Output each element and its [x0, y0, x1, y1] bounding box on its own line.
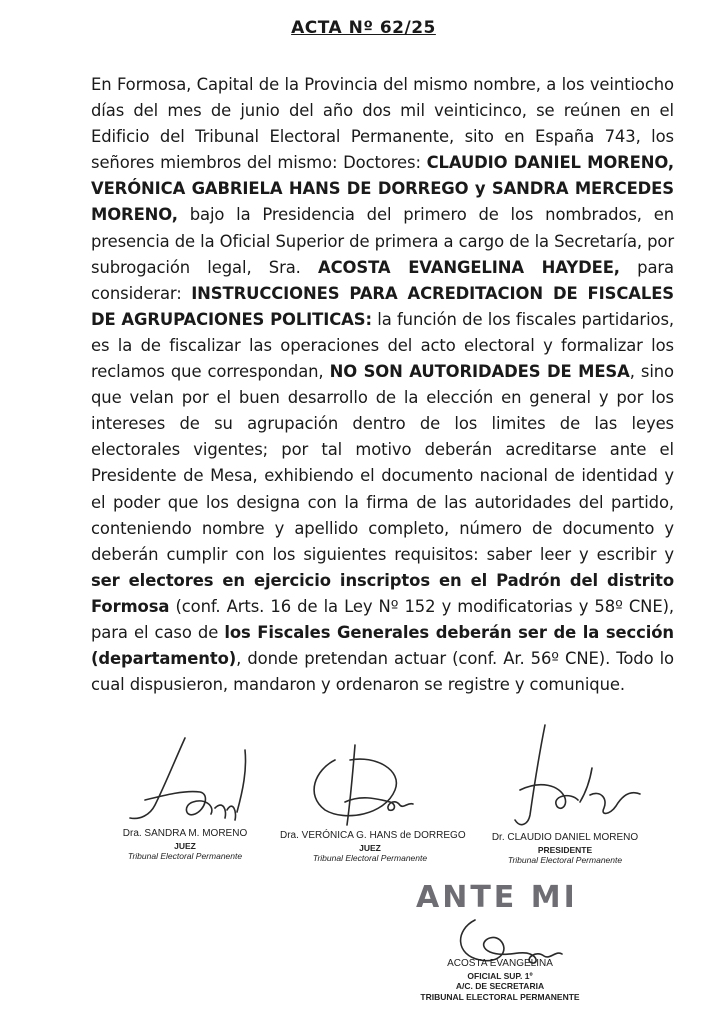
body-text-segment: para considerar:	[91, 257, 674, 303]
stamp-secretary-role2: A/C. DE SECRETARIA	[455, 981, 545, 992]
stamp-left-role: JUEZ	[174, 840, 196, 851]
stamp-right	[480, 832, 650, 866]
stamp-center-org: Tribunal Electoral Permanente	[312, 853, 428, 864]
stamp-left-name: Dra. SANDRA M. MORENO	[122, 828, 248, 839]
stamp-right-name: Dr. CLAUDIO DANIEL MORENO	[491, 832, 639, 843]
stamp-center-name: Dra. VERÓNICA G. HANS de DORREGO	[280, 830, 466, 841]
body-text-segment: (conf. Arts. 16 de la Ley Nº 152 y modificatorias y 58º CNE), para el caso de	[91, 596, 674, 642]
stamp-secretary-role1: OFICIAL SUP. 1º	[467, 970, 533, 981]
document-body	[91, 72, 674, 698]
body-text-segment: bajo la Presidencia del primero de los nombrados, en presencia de la Oficial Superior de primera a cargo de la Secretaría, por subrogación legal, Sra.	[91, 205, 674, 277]
signature-center	[295, 740, 435, 840]
stamp-center	[280, 830, 466, 864]
body-bold-segment: INSTRUCCIONES PARA ACREDITACION DE FISCALES DE AGRUPACIONES POLITICAS:	[91, 283, 675, 329]
stamp-secretary-org: TRIBUNAL ELECTORAL PERMANENTE	[420, 991, 580, 1002]
stamp-secretary	[410, 958, 590, 1002]
body-bold-segment: NO SON AUTORIDADES DE MESA	[329, 362, 630, 382]
stamp-secretary-name: ACOSTA EVANGELINA	[447, 958, 553, 969]
body-text-segment: la función de los fiscales partidarios, es la de fiscalizar las operaciones del acto electoral y formalizar los reclamos que correspondan,	[91, 309, 675, 382]
body-bold-segment: CLAUDIO DANIEL MORENO, VERÓNICA GABRIELA HANS DE DORREGO y SANDRA MERCEDES MORENO,	[91, 153, 674, 225]
body-text-segment: , sino que velan por el buen desarrollo de la elección en general y por los intereses de su agrupación dentro de los limites de las leyes electorales vigentes; por tal motivo deberán acreditarse ante el Presidente de Mesa, exhibiendo el documento nacional de identidad y el poder que los designa con la firma de las autoridades del partido, conteniendo nombre y apellido completo, número de documento y deberán cumplir con los siguientes requisitos: saber leer y escribir y	[91, 362, 674, 564]
signature-left	[115, 730, 255, 840]
stamp-center-role: JUEZ	[359, 842, 381, 853]
stamp-left	[100, 828, 270, 862]
signature-right	[490, 720, 650, 840]
body-bold-segment: ser electores en ejercicio inscriptos en el Padrón del distrito Formosa	[91, 570, 674, 616]
document-title: ACTA Nº 62/25	[291, 18, 436, 38]
ante-mi-stamp: ANTE MI	[416, 880, 578, 915]
body-text-segment: , donde pretendan actuar (conf. Ar. 56º CNE). Todo lo cual dispusieron, mandaron y ordenaron se registre y comunique.	[91, 649, 674, 695]
body-bold-segment: ACOSTA EVANGELINA HAYDEE,	[318, 257, 620, 277]
stamp-right-org: Tribunal Electoral Permanente	[507, 855, 623, 866]
stamp-right-role: PRESIDENTE	[537, 844, 593, 855]
stamp-left-org: Tribunal Electoral Permanente	[127, 851, 243, 862]
body-text-segment: En Formosa, Capital de la Provincia del mismo nombre, a los veintiocho días del mes de junio del año dos mil veinticinco, se reúnen en el Edificio del Tribunal Electoral Permanente, sito en España 743, los señores miembros del mismo: Doctores:	[91, 75, 674, 173]
body-bold-segment: los Fiscales Generales deberán ser de la sección (departamento)	[91, 622, 674, 669]
